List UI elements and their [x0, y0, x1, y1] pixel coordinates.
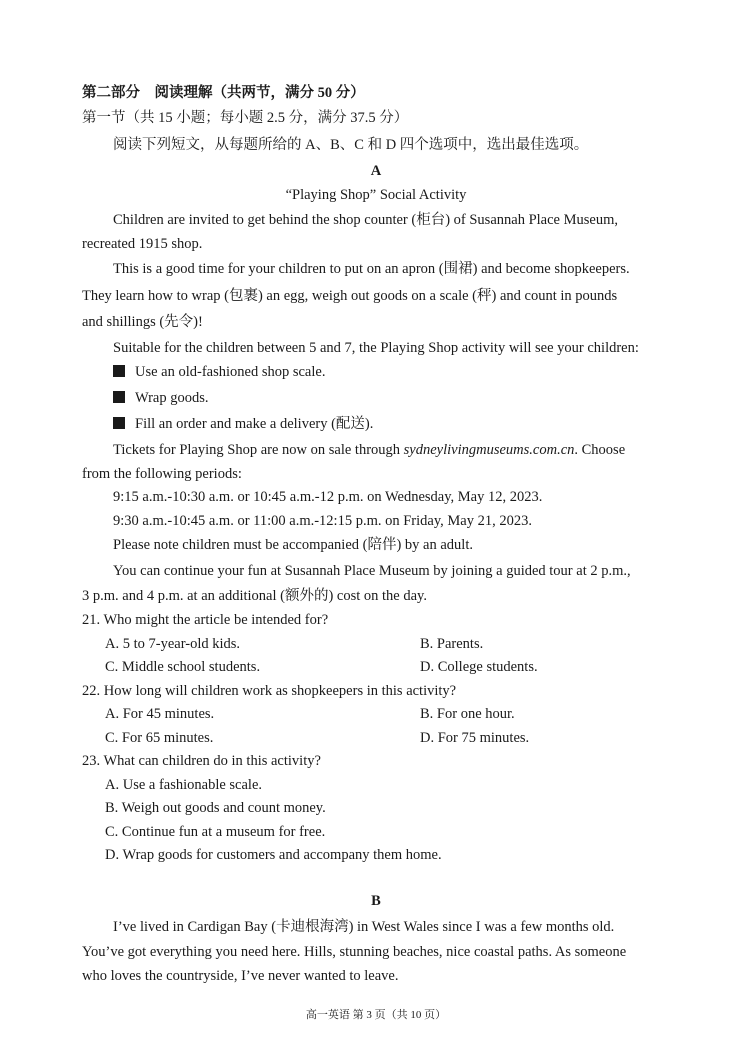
passage-b-line-1: I’ve lived in Cardigan Bay (卡迪根海湾) in West Wales since I was a few months old.: [113, 919, 615, 935]
square-bullet-icon: [113, 391, 125, 403]
ticket-url[interactable]: sydneylivingmuseums.com.cn: [403, 442, 575, 458]
option-a: A. 5 to 7-year-old kids.: [105, 636, 241, 652]
para-last-line-2: 3 p.m. and 4 p.m. at an additional (额外的) cost on the day.: [82, 588, 427, 604]
option-b: B. Weigh out goods and count money.: [105, 800, 326, 816]
passage-b-line-3: who loves the countryside, I’ve never wanted to leave.: [82, 968, 399, 984]
option-c: C. Continue fun at a museum for free.: [105, 824, 326, 840]
para-2-line-1: This is a good time for your children to put on an apron (围裙) and become shopkeepers.: [113, 261, 630, 277]
passage-b-line-2: You’ve got everything you need here. Hills, stunning beaches, nice coastal paths. As someone: [82, 944, 627, 960]
section-title: 第一节（共 15 小题；每小题 2.5 分，满分 37.5 分）: [82, 110, 409, 126]
option-d: D. Wrap goods for customers and accompany them home.: [105, 847, 442, 863]
question-stem: 22. How long will children work as shopkeepers in this activity?: [82, 683, 457, 699]
accompany-note: Please note children must be accompanied (陪伴) by an adult.: [113, 537, 473, 553]
option-c: C. For 65 minutes.: [105, 730, 214, 746]
option-a: A. Use a fashionable scale.: [105, 777, 263, 793]
option-d: D. For 75 minutes.: [420, 730, 530, 746]
passage-b-label: B: [371, 893, 381, 909]
passage-a-title: “Playing Shop” Social Activity: [285, 187, 467, 203]
period-2: 9:30 a.m.-10:45 a.m. or 11:00 a.m.-12:15 p.m. on Friday, May 21, 2023.: [113, 513, 532, 529]
option-d: D. College students.: [420, 659, 538, 675]
square-bullet-icon: [113, 365, 125, 377]
passage-a-label: A: [370, 163, 382, 179]
page-footer: 高一英语 第 3 页（共 10 页）: [305, 1009, 447, 1021]
option-b: B. Parents.: [420, 636, 484, 652]
option-a: A. For 45 minutes.: [105, 706, 215, 722]
tickets-line-1: Tickets for Playing Shop are now on sale through sydneylivingmuseums.com.cn. Choose: [113, 442, 626, 458]
option-c: C. Middle school students.: [105, 659, 261, 675]
para-2-line-3: and shillings (先令)!: [82, 314, 203, 330]
bullet-item: Use an old-fashioned shop scale.: [113, 365, 325, 380]
para-1-line-1: Children are invited to get behind the shop counter (柜台) of Susannah Place Museum,: [113, 212, 618, 228]
bullet-item: Wrap goods.: [113, 391, 209, 406]
tickets-line-2: from the following periods:: [82, 466, 242, 482]
option-b: B. For one hour.: [420, 706, 515, 722]
para-3: Suitable for the children between 5 and 7, the Playing Shop activity will see your children:: [113, 340, 639, 356]
square-bullet-icon: [113, 417, 125, 429]
para-last-line-1: You can continue your fun at Susannah Place Museum by joining a guided tour at 2 p.m.,: [113, 563, 631, 579]
para-2-line-2: They learn how to wrap (包裹) an egg, weigh out goods on a scale (秤) and count in pounds: [82, 288, 618, 304]
period-1: 9:15 a.m.-10:30 a.m. or 10:45 a.m.-12 p.m. on Wednesday, May 12, 2023.: [113, 489, 543, 505]
question-stem: 23. What can children do in this activity?: [82, 753, 321, 769]
instruction: 阅读下列短文，从每题所给的 A、B、C 和 D 四个选项中，选出最佳选项。: [113, 137, 589, 153]
bullet-item: Fill an order and make a delivery (配送).: [113, 417, 373, 432]
question-stem: 21. Who might the article be intended for?: [82, 612, 329, 628]
para-1-line-2: recreated 1915 shop.: [82, 236, 203, 252]
part-title: 第二部分 阅读理解（共两节，满分 50 分）: [82, 85, 365, 101]
